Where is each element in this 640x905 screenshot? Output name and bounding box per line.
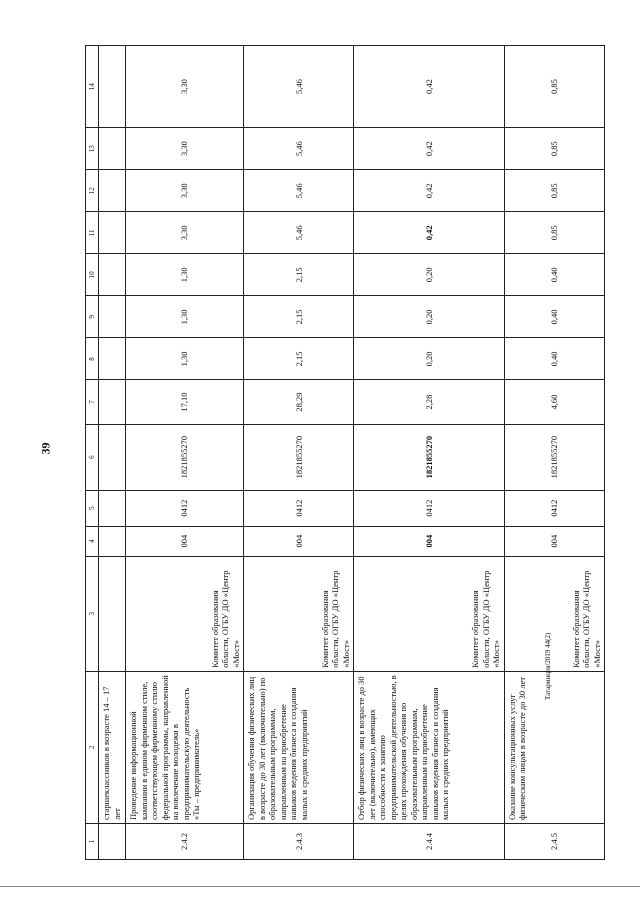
table-row — [354, 46, 504, 860]
row-executor: Комитет образования области, ОГБУ ДО «Центр «Мост» — [126, 556, 244, 671]
header-cell: 8 — [86, 338, 99, 380]
table-row — [126, 46, 244, 860]
row-c13: 3,30 — [126, 128, 244, 170]
row-c12: 0,85 — [504, 170, 604, 212]
header-row — [86, 46, 99, 860]
header-cell: 10 — [86, 254, 99, 296]
header-cell: 14 — [86, 46, 99, 128]
row-c12: 5,46 — [244, 170, 354, 212]
table-cell — [99, 254, 126, 296]
row-c11: 0,85 — [504, 212, 604, 254]
header-cell: 6 — [86, 424, 99, 490]
row-c4: 004 — [504, 526, 604, 556]
footer-note: Татаринцев/2019 44(2) — [544, 632, 552, 700]
header-cell: 4 — [86, 526, 99, 556]
row-c6: 1821855270 — [126, 424, 244, 490]
row-executor: Комитет образования области, ОГБУ ДО «Центр «Мост» — [354, 556, 504, 671]
row-c12: 3,30 — [126, 170, 244, 212]
row-c9: 1,30 — [126, 296, 244, 338]
row-c14: 3,30 — [126, 46, 244, 128]
row-c11: 5,46 — [244, 212, 354, 254]
row-executor: Комитет образования области, ОГБУ ДО «Центр «Мост» — [504, 556, 604, 671]
table-cell — [99, 823, 126, 859]
row-c6: 1821855270 — [504, 424, 604, 490]
table-cell — [99, 128, 126, 170]
row-c10: 0,20 — [354, 254, 504, 296]
row-c12: 0,42 — [354, 170, 504, 212]
table-cell — [99, 338, 126, 380]
row-description: Организация обучения физических лиц в возрасте до 30 лет (включительно) по образовательным программам, направленным на приобретение навыков ведения бизнеса и создания малых и средних предприятий — [244, 671, 354, 823]
row-c5: 0412 — [126, 490, 244, 526]
header-cell: 3 — [86, 556, 99, 671]
row-c13: 0,42 — [354, 128, 504, 170]
table-cell-description: старшеклассников в возрасте 14 – 17 лет — [99, 671, 126, 823]
header-cell: 11 — [86, 212, 99, 254]
row-c5: 0412 — [354, 490, 504, 526]
row-c10: 2,15 — [244, 254, 354, 296]
row-c8: 0,20 — [354, 338, 504, 380]
row-c7: 2,28 — [354, 380, 504, 424]
table-cell — [99, 380, 126, 424]
row-c7: 28,29 — [244, 380, 354, 424]
table-cell — [99, 170, 126, 212]
row-number: 2.4.4 — [354, 823, 504, 859]
row-c5: 0412 — [504, 490, 604, 526]
table-row — [504, 46, 604, 860]
row-c4: 004 — [126, 526, 244, 556]
row-description: Отбор физических лиц в возрасте до 30 лет (включительно), имеющих способности к занятию предпринимательской деятельностью, в целях прохождения обучения по образовательным программам, направленным на приобретение навыков ведения бизнеса и создания малых и средних предприятий — [354, 671, 504, 823]
row-c11: 3,30 — [126, 212, 244, 254]
row-c14: 5,46 — [244, 46, 354, 128]
row-c6: 1821855270 — [244, 424, 354, 490]
row-c9: 0,40 — [504, 296, 604, 338]
row-c7: 17,10 — [126, 380, 244, 424]
rotated-table-wrapper — [85, 45, 605, 860]
row-c14: 0,42 — [354, 46, 504, 128]
row-c9: 0,20 — [354, 296, 504, 338]
row-c9: 2,15 — [244, 296, 354, 338]
header-cell: 2 — [86, 671, 99, 823]
row-c10: 1,30 — [126, 254, 244, 296]
table-cell — [99, 424, 126, 490]
row-c6: 1821855270 — [354, 424, 504, 490]
row-number: 2.4.2 — [126, 823, 244, 859]
header-cell: 1 — [86, 823, 99, 859]
row-c10: 0,40 — [504, 254, 604, 296]
row-c8: 1,30 — [126, 338, 244, 380]
page-number: 39 — [38, 442, 53, 455]
header-cell: 7 — [86, 380, 99, 424]
row-description: Проведение информационной кампании в едином фирменном стиле, соответствующем фирменному стилю федеральной программы, направленной на вовлечение молодежи в предпринимательскую деятельность «Ты – предприниматель» — [126, 671, 244, 823]
row-executor: Комитет образования области, ОГБУ ДО «Центр «Мост» — [244, 556, 354, 671]
row-c4: 004 — [244, 526, 354, 556]
header-cell: 13 — [86, 128, 99, 170]
bottom-rule — [0, 886, 640, 887]
row-description: Оказание консультационных услуг физическим лицам в возрасте до 30 лет — [504, 671, 604, 823]
row-c8: 0,40 — [504, 338, 604, 380]
row-c11: 0,42 — [354, 212, 504, 254]
table-cell — [99, 490, 126, 526]
table-cell — [99, 296, 126, 338]
table-row — [244, 46, 354, 860]
row-c8: 2,15 — [244, 338, 354, 380]
table-landscape — [85, 45, 605, 860]
header-cell: 9 — [86, 296, 99, 338]
row-c13: 0,85 — [504, 128, 604, 170]
row-c14: 0,85 — [504, 46, 604, 128]
row-number: 2.4.5 — [504, 823, 604, 859]
row-c5: 0412 — [244, 490, 354, 526]
header-cell: 5 — [86, 490, 99, 526]
header-cell: 12 — [86, 170, 99, 212]
row-c7: 4,60 — [504, 380, 604, 424]
table-cell — [99, 526, 126, 556]
row-c4: 004 — [354, 526, 504, 556]
row-number: 2.4.3 — [244, 823, 354, 859]
table-cell — [99, 46, 126, 128]
table-cell — [99, 212, 126, 254]
row-c13: 5,46 — [244, 128, 354, 170]
continuation-row — [99, 46, 126, 860]
budget-table — [85, 45, 605, 860]
table-cell — [99, 556, 126, 671]
